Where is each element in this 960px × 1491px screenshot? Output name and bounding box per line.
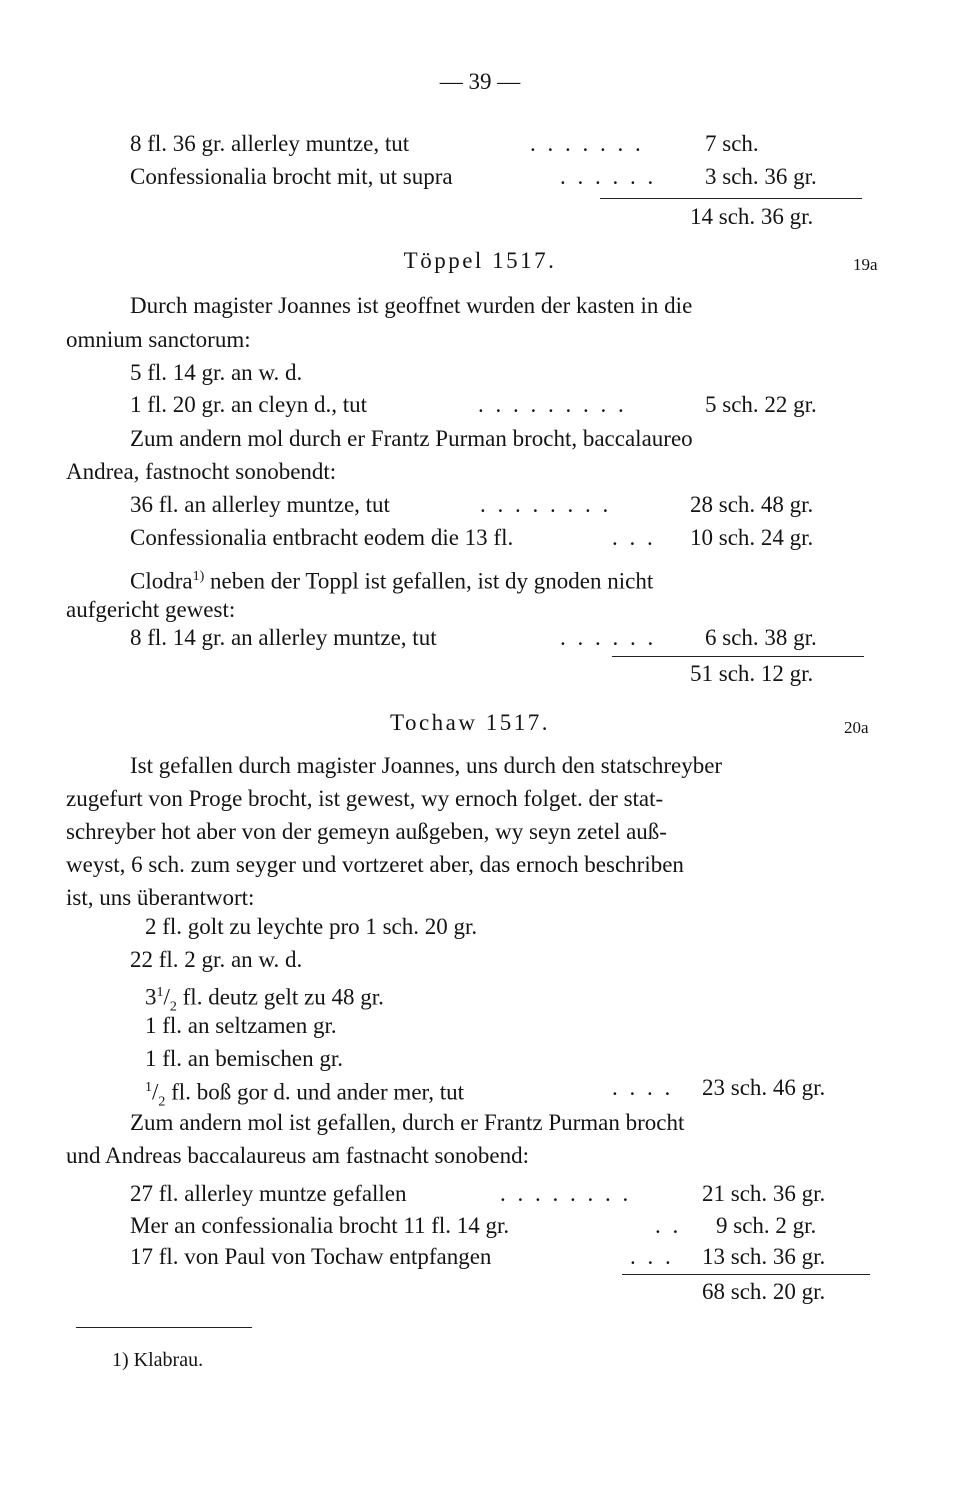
- paragraph-line: ist, uns überantwort:: [66, 885, 255, 910]
- paragraph-line: aufgericht gewest:: [66, 597, 236, 622]
- entry-line-amount: 28 sch. 48 gr.: [690, 492, 814, 517]
- paragraph-line: schreyber hot aber von der gemeyn außgeben, wy seyn zetel auß-: [66, 819, 667, 844]
- entry-line-text: 36 fl. an allerley muntze, tut: [130, 492, 390, 517]
- entry-line-dots: . . . . . . . .: [480, 492, 612, 517]
- entry-line-text: 1 fl. 20 gr. an cleyn d., tut: [130, 392, 367, 417]
- sum-rule: [600, 198, 862, 199]
- entry-line-dots: . . .: [612, 525, 656, 550]
- paragraph-line: Andrea, fastnocht sonobendt:: [66, 459, 337, 484]
- footnote: 1) Klabrau.: [112, 1349, 204, 1371]
- entry-line-1-dots: . . . . . . .: [530, 131, 644, 156]
- entry-line-dots: . . . . . . . . .: [478, 392, 627, 417]
- list-item: 1 fl. an seltzamen gr.: [145, 1013, 337, 1038]
- entry-line-amount: 9 sch. 2 gr.: [716, 1213, 817, 1238]
- entry-line-amount: 5 sch. 22 gr.: [705, 392, 817, 417]
- list-item: 2 fl. golt zu leychte pro 1 sch. 20 gr.: [145, 914, 478, 939]
- paragraph-line: weyst, 6 sch. zum seyger und vortzeret aber, das ernoch beschriben: [66, 852, 684, 877]
- list-item: 1 fl. an bemischen gr.: [145, 1046, 344, 1071]
- entry-line-text: Mer an confessionalia brocht 11 fl. 14 gr.: [130, 1213, 510, 1238]
- paragraph-line: Ist gefallen durch magister Joannes, uns durch den statschreyber: [130, 753, 723, 778]
- list-item-fraction: $^1/_2$ fl. boß gor d. und ander mer, tut: [145, 1079, 465, 1110]
- fraction-numerator: 1: [156, 985, 164, 1000]
- entry-line: 5 fl. 14 gr. an w. d.: [130, 360, 303, 385]
- entry-line-text: Confessionalia entbracht eodem die 13 fl.: [130, 525, 514, 550]
- fraction-numerator: 1: [145, 1080, 152, 1095]
- page-number: — 39 —: [439, 69, 521, 94]
- entry-line-amount: 10 sch. 24 gr.: [690, 525, 814, 550]
- section-total: 51 sch. 12 gr.: [690, 661, 814, 686]
- section-title-tochaw: Tochaw 1517.: [390, 710, 550, 735]
- entry-line-amount: 13 sch. 36 gr.: [702, 1244, 826, 1269]
- paragraph-line: Zum andern mol ist gefallen, durch er Frantz Purman brocht: [130, 1110, 685, 1135]
- entry-line-text: 17 fl. von Paul von Tochaw entpfangen: [130, 1244, 492, 1269]
- entry-line-text: 27 fl. allerley muntze gefallen: [130, 1181, 407, 1206]
- entry-line-1-amount: 7 sch.: [705, 131, 759, 156]
- paragraph-line: Zum andern mol durch er Frantz Purman brocht, baccalaureo: [130, 426, 693, 451]
- place-name: Clodra: [130, 568, 193, 594]
- fraction-denominator: 2: [169, 999, 177, 1015]
- entry-line-2-amount: 3 sch. 36 gr.: [705, 164, 817, 189]
- footnote-marker: 1): [192, 569, 205, 584]
- entry-line-1-text: 8 fl. 36 gr. allerley muntze, tut: [130, 131, 410, 156]
- entry-line-amount: 21 sch. 36 gr.: [702, 1181, 826, 1206]
- sum-rule: [612, 656, 864, 657]
- paragraph-line: Durch magister Joannes ist geoffnet wurden der kasten in die: [130, 293, 693, 318]
- margin-note-19a: 19a: [853, 255, 878, 274]
- entry-line-text: 8 fl. 14 gr. an allerley muntze, tut: [130, 625, 437, 650]
- whole-number: 3: [145, 984, 157, 1010]
- entry-line-3-total: 14 sch. 36 gr.: [690, 204, 814, 229]
- list-item: 22 fl. 2 gr. an w. d.: [130, 947, 303, 972]
- paragraph-text: neben der Toppl ist gefallen, ist dy gnoden nicht: [210, 568, 654, 594]
- entry-line-dots: . . . . . .: [560, 625, 657, 650]
- entry-line-2-dots: . . . . . .: [560, 164, 657, 189]
- section-total: 68 sch. 20 gr.: [702, 1279, 826, 1304]
- entry-line-amount: 6 sch. 38 gr.: [705, 625, 817, 650]
- entry-line-dots: . . . .: [612, 1075, 674, 1100]
- paragraph-line: omnium sanctorum:: [66, 327, 251, 352]
- entry-line-dots: . . .: [630, 1244, 674, 1269]
- margin-note-20a: 20a: [844, 718, 869, 737]
- section-title-toppel: Töppel 1517.: [403, 248, 557, 273]
- paragraph-line-with-footnote: [130, 563, 653, 596]
- list-item-text: fl. deutz gelt zu 48 gr.: [182, 984, 384, 1010]
- fraction-denominator: 2: [158, 1094, 166, 1110]
- entry-line-amount: 23 sch. 46 gr.: [702, 1075, 826, 1100]
- footnote-rule: [76, 1327, 252, 1328]
- paragraph-line: und Andreas baccalaureus am fastnacht sonobend:: [66, 1143, 530, 1168]
- sum-rule: [622, 1274, 870, 1275]
- list-item-text: fl. boß gor d. und ander mer, tut: [171, 1079, 465, 1105]
- paragraph-line: zugefurt von Proge brocht, ist gewest, wy ernoch folget. der stat-: [66, 786, 664, 811]
- entry-line-2-text: Confessionalia brocht mit, ut supra: [130, 164, 453, 189]
- entry-line-dots: . .: [655, 1213, 682, 1238]
- list-item-fraction: $3^1/_2$ fl. deutz gelt zu 48 gr.: [145, 984, 384, 1015]
- entry-line-dots: . . . . . . . .: [500, 1181, 632, 1206]
